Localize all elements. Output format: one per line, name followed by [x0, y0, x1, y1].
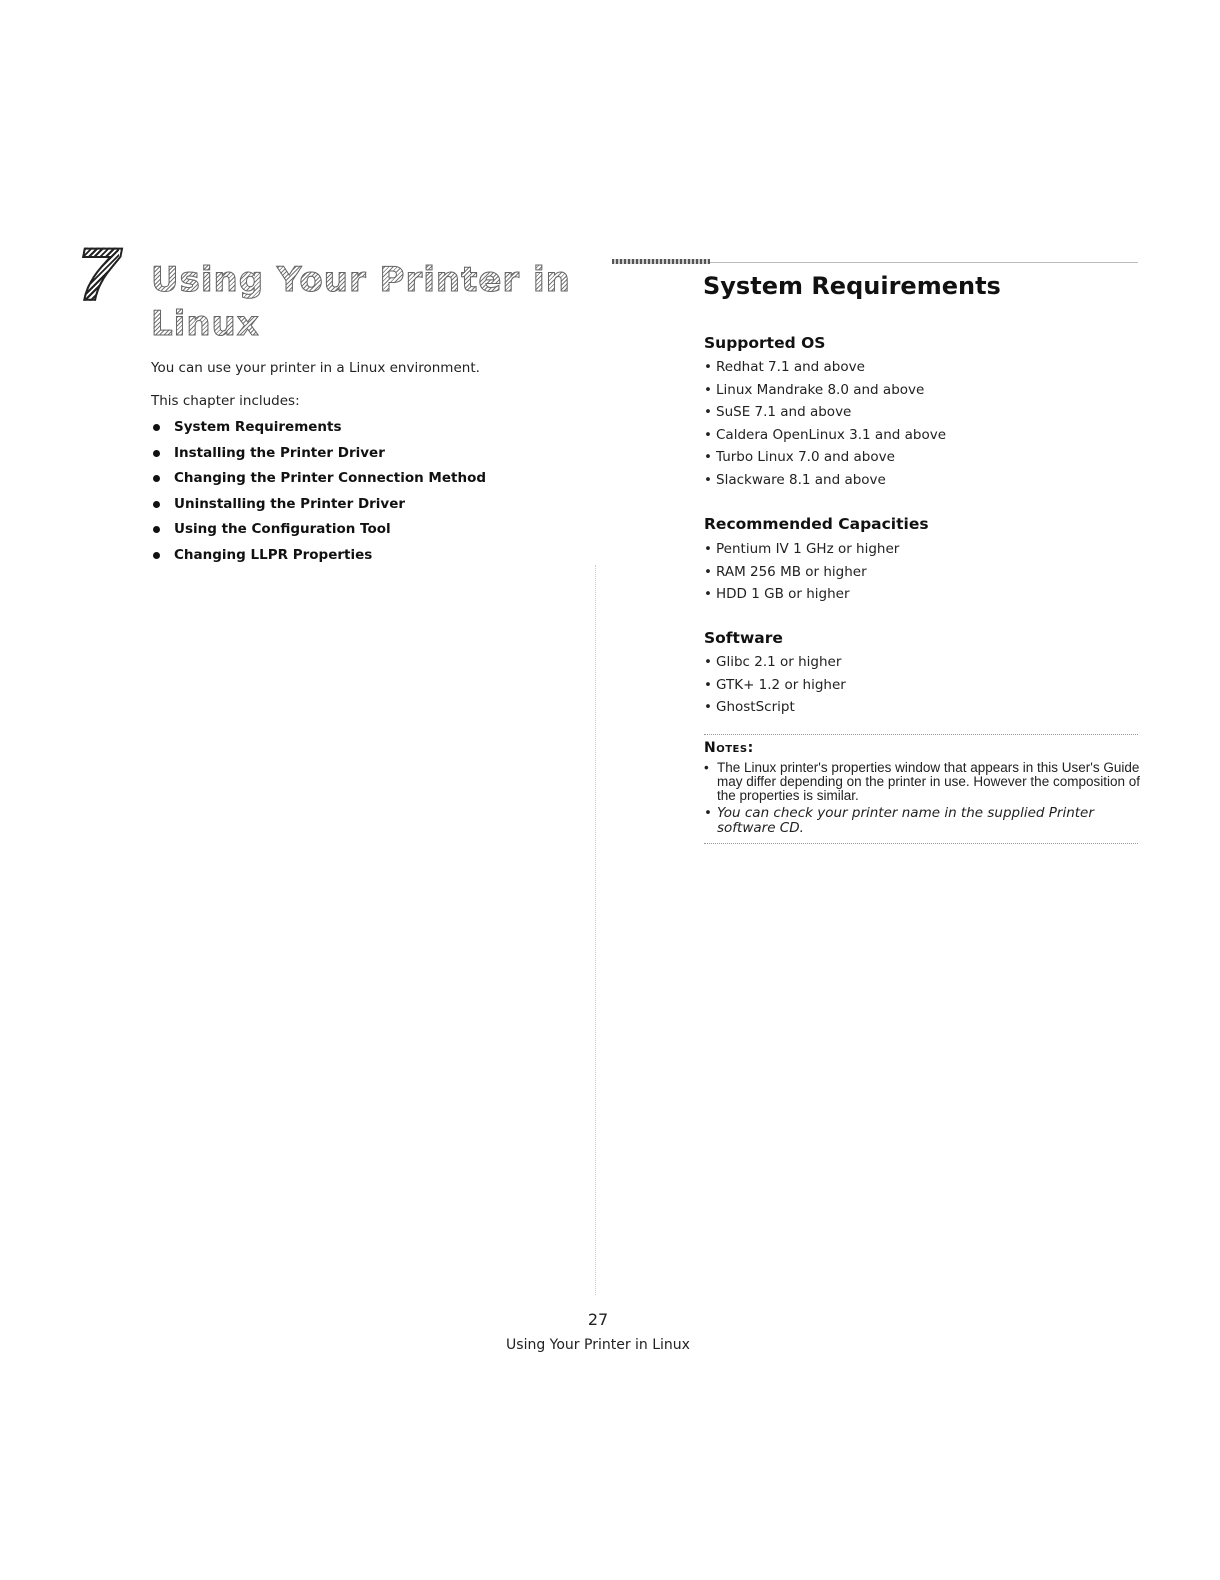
- list-item: • Slackware 8.1 and above: [704, 471, 886, 488]
- toc-item-configuration-tool[interactable]: [151, 520, 486, 546]
- note-item: • The Linux printer's properties window that appears in this User's Guide may differ depending on the printer in use. However the composition of the properties is similar.: [704, 760, 1140, 803]
- bullet-icon: •: [704, 586, 712, 602]
- list-item: • GTK+ 1.2 or higher: [704, 676, 846, 693]
- toc-item-label: Installing the Printer Driver: [174, 444, 385, 461]
- column-divider: [595, 565, 596, 1295]
- list-item: • SuSE 7.1 and above: [704, 404, 852, 420]
- bullet-icon: •: [704, 471, 712, 488]
- list-item: • Caldera OpenLinux 3.1 and above: [704, 426, 947, 443]
- toc-item-system-requirements[interactable]: [151, 418, 486, 444]
- bullet-icon: [153, 552, 160, 559]
- chapter-number: 7: [78, 233, 120, 316]
- toc-item-llpr-properties[interactable]: [151, 546, 486, 572]
- section-title: System Requirements: [703, 272, 1001, 300]
- bullet-icon: [153, 450, 160, 457]
- bullet-icon: •: [704, 449, 712, 465]
- software-heading: Software: [704, 629, 783, 647]
- bullet-icon: •: [704, 805, 712, 821]
- toc-item-label: Changing the Printer Connection Method: [174, 470, 487, 487]
- toc-item-label: Using the Configuration Tool: [174, 521, 391, 538]
- notes-top-rule: [704, 734, 1138, 735]
- list-item: • RAM 256 MB or higher: [704, 563, 867, 580]
- bullet-icon: [153, 501, 160, 508]
- toc-item-installing-driver[interactable]: [151, 444, 486, 470]
- capacities-heading: Recommended Capacities: [704, 515, 929, 533]
- bullet-icon: •: [704, 699, 712, 715]
- bullet-icon: •: [704, 676, 712, 693]
- bullet-icon: [153, 424, 160, 431]
- bullet-icon: •: [704, 359, 712, 375]
- bullet-icon: [153, 526, 160, 533]
- bullet-icon: •: [704, 404, 712, 420]
- notes-bottom-rule: [704, 843, 1138, 844]
- toc-item-label: Uninstalling the Printer Driver: [174, 495, 406, 512]
- section-rule-accent: [612, 259, 710, 264]
- toc-item-label: System Requirements: [174, 419, 342, 435]
- bullet-icon: •: [704, 381, 712, 398]
- supported-os-heading: Supported OS: [704, 334, 826, 352]
- footer-title: Using Your Printer in Linux: [506, 1337, 690, 1353]
- bullet-icon: •: [704, 563, 712, 580]
- list-item: • HDD 1 GB or higher: [704, 586, 850, 602]
- capacities-list: [704, 540, 899, 608]
- bullet-icon: [153, 475, 160, 482]
- list-item: • Redhat 7.1 and above: [704, 359, 865, 375]
- software-list: [704, 653, 846, 721]
- bullet-icon: •: [704, 541, 712, 557]
- chapter-title: Using Your Printer in Linux: [151, 260, 571, 344]
- chapter-includes-label: This chapter includes:: [151, 393, 300, 409]
- chapter-intro: You can use your printer in a Linux environment.: [151, 360, 480, 376]
- page-number: 27: [587, 1310, 609, 1329]
- bullet-icon: •: [704, 654, 712, 670]
- note-item: • You can check your printer name in the supplied Printer software CD.: [704, 805, 1094, 836]
- list-item: • GhostScript: [704, 699, 795, 715]
- list-item: • Linux Mandrake 8.0 and above: [704, 381, 925, 398]
- list-item: • Turbo Linux 7.0 and above: [704, 449, 895, 465]
- notes-list: [704, 761, 1144, 839]
- toc-item-changing-connection[interactable]: [151, 469, 486, 495]
- supported-os-list: [704, 358, 946, 493]
- notes-heading: Notes:: [704, 740, 754, 756]
- chapter-toc: [151, 418, 486, 572]
- toc-item-uninstalling-driver[interactable]: [151, 495, 486, 521]
- bullet-icon: •: [704, 426, 712, 443]
- toc-item-label: Changing LLPR Properties: [174, 546, 373, 563]
- list-item: • Glibc 2.1 or higher: [704, 654, 842, 670]
- list-item: • Pentium IV 1 GHz or higher: [704, 541, 900, 557]
- bullet-icon: •: [704, 760, 709, 775]
